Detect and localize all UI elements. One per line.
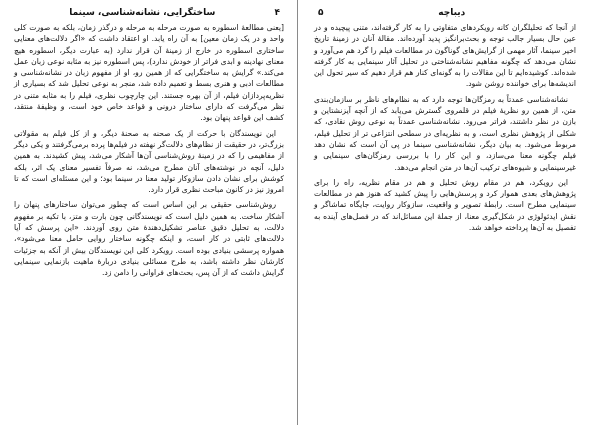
left-running-title: ساختگرایی، نشانه‌شناسی، سینما xyxy=(69,8,216,18)
right-page xyxy=(298,0,596,425)
paragraph: از آنجا که تحلیلگران کانه رویکردهای متفاوتی را به کار گرفته‌اند، متنی پیچیده و در عین حال بسیار جالب توجه و بحث‌برانگیز پدید آورده‌اند. مقالهٔ آنان در زمینهٔ تاریخ اخیر سینما، آثار مهمی از گرایش‌های گوناگون در مطالعات فیلم را گرد هم می‌آورد و نشان می‌دهد که چگونه مفاهیم نشانه‌شناختی در تحلیل آثار سینمایی به کار گرفته شده‌اند. کوشیده‌ایم تا این مقالات را به گونه‌ای کنار هم قرار دهیم که سیر تحول این اندیشه‌ها برای خواننده روشن شود. xyxy=(314,23,576,89)
paragraph: روش‌شناسی حقیقی بر این اساس است که چطور می‌توان ساختارهای پنهان را آشکار ساخت. به همین دلیل است که نویسندگانی چون بارت و متز، با تکیه بر مفهوم دلالت، به تحلیل دقیق عناصر تشکیل‌دهندهٔ متن روی آوردند. «این پرسش که آیا دلالت‌های ثابتی در کار است، و اینکه چگونه ساختار روایی حامل معنا می‌شود»، همواره پرسشی بنیادی بوده است. رویکرد کلی این نویسندگان بیش از آنکه به جزئیات کارشان نظر داشته باشد، به طرح مسائلی بنیادی دربارهٔ ماهیت بازنمایی سینمایی گرایش داشت که از آن پس، بحث‌های فراوانی را دامن زد. xyxy=(14,200,284,278)
paragraph: این نویسندگان با حرکت از یک صحنه به صحنهٔ دیگر، و از کل فیلم به مقولاتی بزرگ‌تر، در حقیقت از نظام‌های دلالت‌گر نهفته در فیلم‌ها پرده برمی‌گرفتند و یکی دیگر از مفاهیمی را که در زمینهٔ روش‌شناسی آن‌ها آشکار می‌شد، پیش کشیدند. به همین دلیل، آنچه در نوشته‌های آنان مطرح می‌شد، نه صرفاً تفسیر معنای یک اثر، بلکه کوشش برای نشان دادن سازوکار تولید معنا در سینما بود؛ و این مسئله‌ای است که تا امروز نیز در کانون مباحث نظری قرار دارد. xyxy=(14,128,284,195)
right-page-header xyxy=(314,6,576,20)
paragraph: نشانه‌شناسی عمدتاً به رمزگان‌ها توجه دارد که به نظام‌های ناظر بر سازمان‌بندی متن، از همین رو نظریهٔ فیلم در قلمروی گسترش می‌یابد که از آنچه آیزنشتاین و بازن در نظر داشتند، فراتر می‌رود. نشانه‌شناسی عمدتاً به نوعی روش نقادی، که شکلی از پژوهش نظری است، و به نظریه‌ای در سطحی انتزاعی تر از تحلیل فیلم، مربوط می‌شود. به بیان دیگر، نشانه‌شناسی سینما در پی آن است که نشان دهد فیلم چگونه معنا می‌سازد، و این کار را با بررسی رمزگان‌های سینمایی و غیرسینمایی و شیوه‌های ترکیب آن‌ها در متن انجام می‌دهد. xyxy=(314,94,576,172)
right-page-number: ۵ xyxy=(318,8,324,18)
right-running-title: دیباچه xyxy=(438,8,466,18)
left-page-body xyxy=(14,22,284,279)
right-page-body xyxy=(314,22,576,233)
left-page-number: ۴ xyxy=(274,8,280,18)
left-page-header xyxy=(14,6,284,20)
paragraph: این رویکرد، هم در مقام روش تحلیل و هم در مقام نظریه، راه را برای پژوهش‌های بعدی هموار کرد و پرسش‌هایی را پیش کشید که هنوز هم در مطالعات سینمایی مطرح است. رابطهٔ تصویر و واقعیت، سازوکار روایت، جایگاه تماشاگر و نقش ایدئولوژی در شکل‌گیری معنا، از جملهٔ این مسائل‌اند که در فصل‌های آینده به تفصیل به آن‌ها پرداخته خواهد شد. xyxy=(314,177,576,233)
paragraph: [یعنی مطالعهٔ اسطوره به صورت مرحله به مرحله و درگذر زمان، بلکه به صورت کلی واحد و در یک زمان معین] به آن راه یابد. او اعتقاد داشت که «اگر دلالت‌های معنایی ساختاری اسطوره در خارج از زمینهٔ آن قرار ندارد (به عبارت دیگر، اسطوره هیچ معنای نهادینه و ابدی فراتر از خودش ندارد)، پس اسطوره نیز به مثابه نوعی زبان عمل می‌کند.» گرایش به ساختگرایی که از همین رو، او از مفهوم زبان در نشانه‌شناسی و مطالعات ادبی و هنری بسط و تعمیم داده شد، منجر به نوعی تحلیل شد که بسیاری از نظریه‌پردازان فیلم، از آن بهره جستند. این چارچوب نظری، فیلم را به مثابه متنی در نظر می‌گرفت که دارای ساختار درونی و قواعد خاص خود است، و وظیفهٔ منتقد، کشف این قواعد پنهان بود. xyxy=(14,23,284,123)
